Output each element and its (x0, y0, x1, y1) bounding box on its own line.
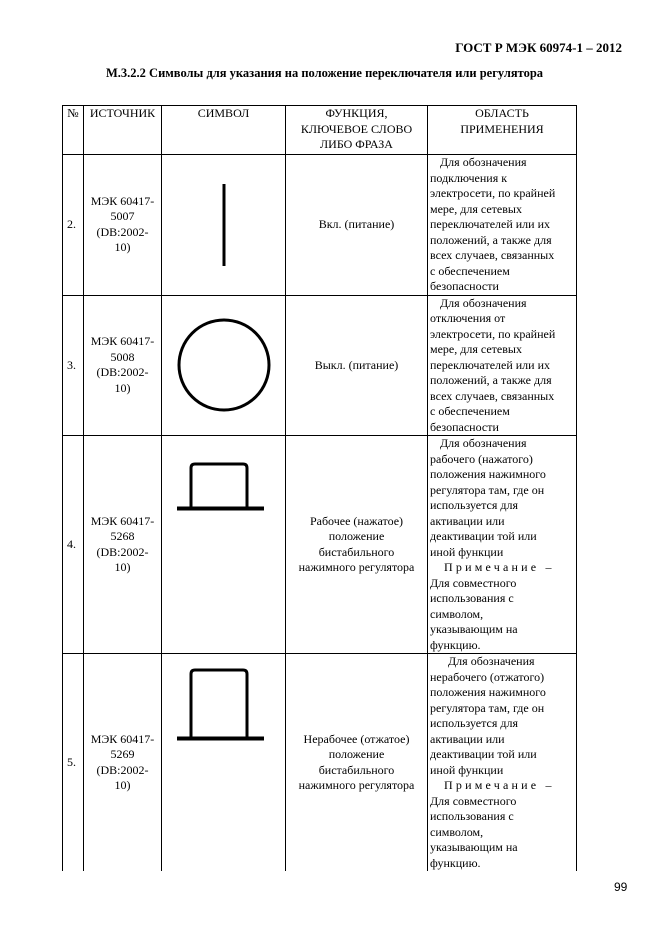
note-label: Примечание – (444, 778, 555, 792)
row-number: 4. (63, 436, 84, 654)
header-source: ИСТОЧНИК (84, 106, 162, 155)
header-area: ОБЛАСТЬ ПРИМЕНЕНИЯ (428, 106, 577, 155)
section-title: М.3.2.2 Символы для указания на положение переключателя или регулятора (106, 66, 544, 80)
row-source: МЭК 60417- 5269 (DB:2002- 10) (84, 654, 162, 872)
header-function: ФУНКЦИЯ, КЛЮЧЕВОЕ СЛОВО ЛИБО ФРАЗА (286, 106, 428, 155)
row-symbol (162, 654, 286, 872)
row-area: Для обозначения рабочего (нажатого) положения нажимного регулятора там, где он используется для активации или деактивации той или иной функции Примечание – Для совместного использования с символом, указывающим на функцию. (428, 436, 577, 654)
table-row (63, 155, 577, 296)
standard-number: ГОСТ Р МЭК 60974-1 – 2012 (455, 40, 622, 55)
row-function: Рабочее (нажатое) положение бистабильного нажимного регулятора (286, 436, 428, 654)
row-source: МЭК 60417- 5268 (DB:2002- 10) (84, 436, 162, 654)
row-area: Для обозначения отключения от электросети, по крайней мере, для сетевых переключателей или их положений, а также для всех случаев, связанных с обеспечением безопасности (428, 295, 577, 436)
symbols-table (62, 105, 577, 871)
page-number: 99 (614, 880, 628, 894)
row-function: Вкл. (питание) (286, 155, 428, 296)
table-header-row (63, 106, 577, 155)
row-symbol (162, 436, 286, 654)
header-num: № (63, 106, 84, 155)
row-source: МЭК 60417- 5008 (DB:2002- 10) (84, 295, 162, 436)
note-label: Примечание – (444, 560, 555, 574)
table-row (63, 654, 577, 872)
on-line-symbol-icon (214, 182, 234, 268)
table-row (63, 436, 577, 654)
row-function: Выкл. (питание) (286, 295, 428, 436)
row-number: 5. (63, 654, 84, 872)
row-area: Для обозначения нерабочего (отжатого) положения нажимного регулятора там, где он используется для активации или деактивации той или иной функции Примечание – Для совместного использования с символом, указывающим на функцию. (428, 654, 577, 872)
row-source: МЭК 60417- 5007 (DB:2002- 10) (84, 155, 162, 296)
row-symbol (162, 155, 286, 296)
row-function: Нерабочее (отжатое) положение бистабильного нажимного регулятора (286, 654, 428, 872)
pushed-button-symbol-icon (174, 460, 274, 520)
off-circle-symbol-icon (174, 315, 274, 415)
header-symbol: СИМВОЛ (162, 106, 286, 155)
table-row (63, 295, 577, 436)
row-number: 3. (63, 295, 84, 436)
row-symbol (162, 295, 286, 436)
released-button-symbol-icon (174, 666, 274, 746)
row-number: 2. (63, 155, 84, 296)
row-area: Для обозначения подключения к электросети, по крайней мере, для сетевых переключателей или их положений, а также для всех случаев, связанных с обеспечением безопасности (428, 155, 577, 296)
